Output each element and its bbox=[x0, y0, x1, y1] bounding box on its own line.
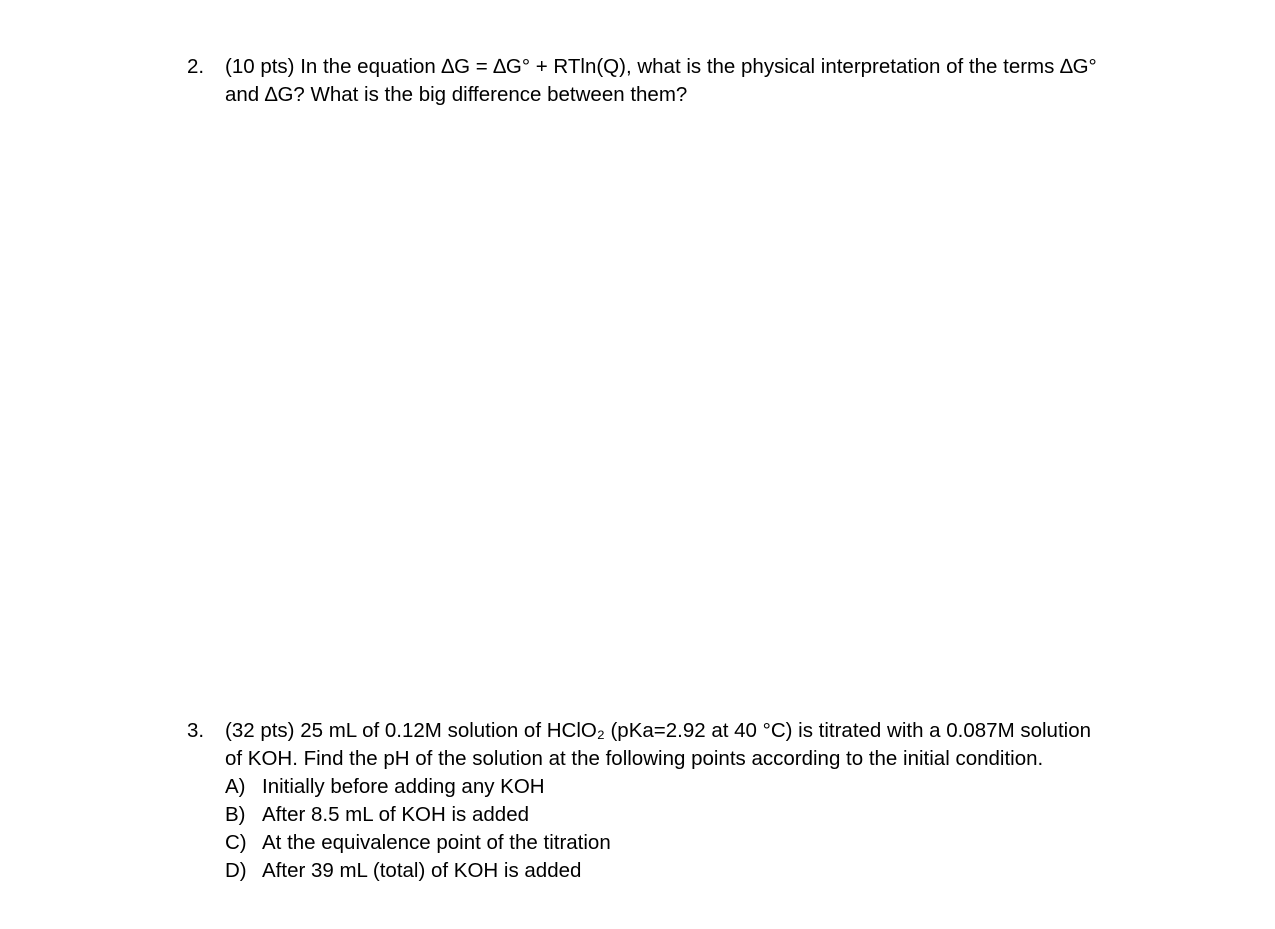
sub-question-letter: A) bbox=[225, 775, 246, 798]
question-line: and ∆G? What is the big difference between them? bbox=[225, 83, 688, 106]
sub-question-letter: D) bbox=[225, 859, 247, 882]
question-line: (10 pts) In the equation ∆G = ∆G° + RTln(Q), what is the physical interpretation of the terms ∆G° bbox=[225, 55, 1097, 78]
question-text bbox=[225, 53, 1145, 109]
question-line: of KOH. Find the pH of the solution at the following points according to the initial condition. bbox=[225, 747, 1044, 770]
question-number: 2. bbox=[187, 55, 205, 78]
answer-space-question-2 bbox=[225, 115, 1125, 705]
sub-question-text: At the equivalence point of the titration bbox=[262, 831, 611, 854]
sub-question-b bbox=[225, 801, 1145, 829]
question-line: (32 pts) 25 mL of 0.12M solution of HClO₂ (pKa=2.92 at 40 °C) is titrated with a 0.087M solution bbox=[225, 719, 1092, 742]
sub-question-d bbox=[225, 857, 1145, 885]
question-text bbox=[225, 717, 1145, 885]
sub-question-text: After 39 mL (total) of KOH is added bbox=[262, 859, 582, 882]
sub-question-a bbox=[225, 773, 1145, 801]
sub-question-text: Initially before adding any KOH bbox=[262, 775, 545, 798]
sub-question-letter: B) bbox=[225, 803, 246, 826]
question-number: 3. bbox=[187, 719, 205, 742]
sub-question-letter: C) bbox=[225, 831, 247, 854]
sub-question-text: After 8.5 mL of KOH is added bbox=[262, 803, 530, 826]
sub-question-c bbox=[225, 829, 1145, 857]
